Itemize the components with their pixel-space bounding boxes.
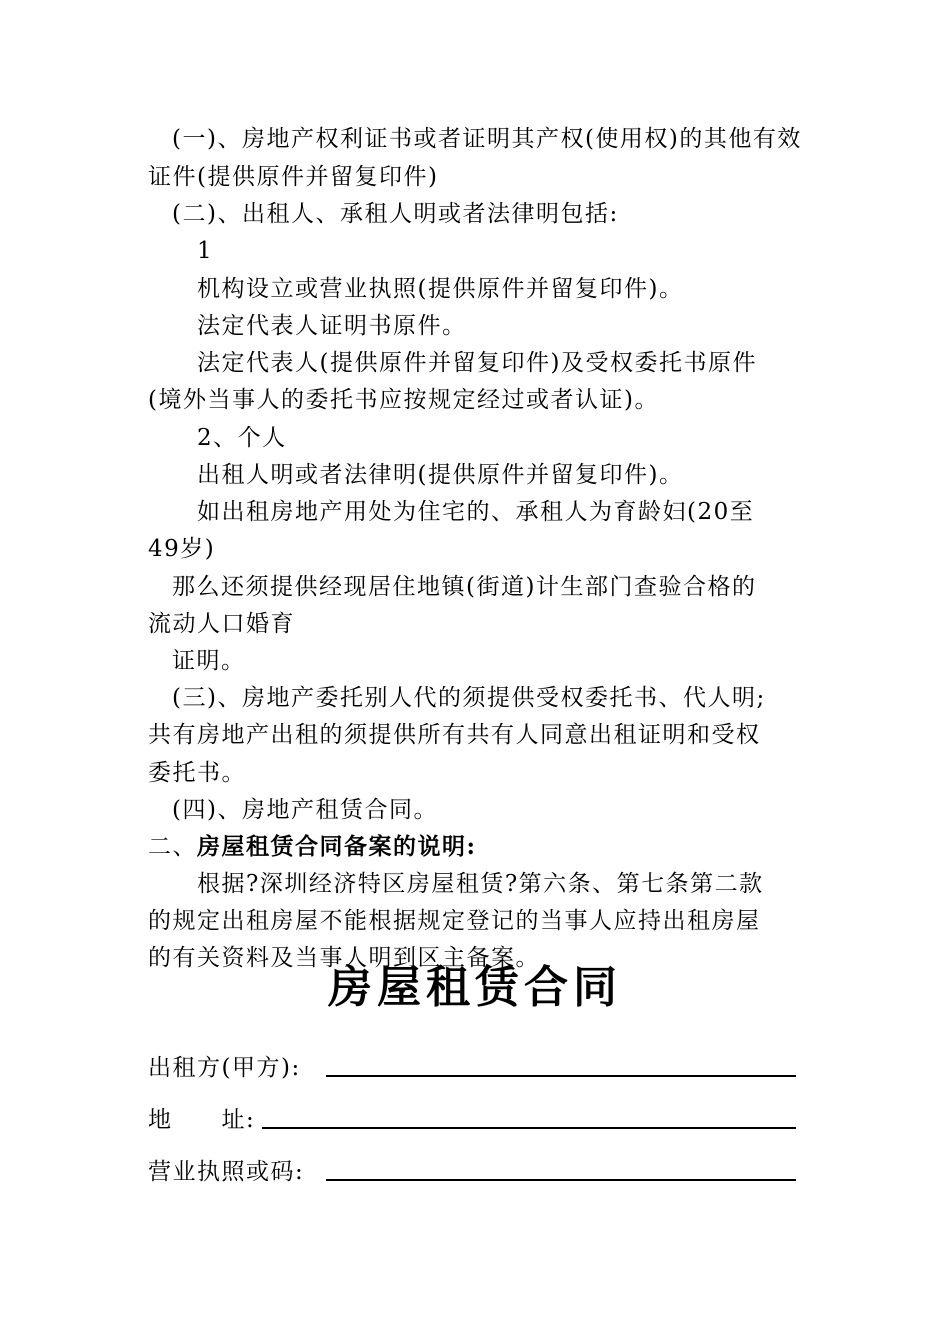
paragraph-line: 根据?深圳经济特区房屋租赁?第六条、第七条第二款 <box>197 871 764 897</box>
paragraph-line: 证明。 <box>172 648 246 674</box>
paragraph-line: 机构设立或营业执照(提供原件并留复印件)。 <box>197 276 684 302</box>
lessor-input-line[interactable] <box>326 1075 796 1077</box>
paragraph-line: 49岁) <box>148 536 216 562</box>
paragraph-line: 证件(提供原件并留复印件) <box>148 164 439 190</box>
section-title: 房屋租赁合同备案的说明: <box>197 833 477 860</box>
paragraph-line: (一)、房地产权利证书或者证明其产权(使用权)的其他有效 <box>172 126 802 152</box>
paragraph-line: 出租人明或者法律明(提供原件并留复印件)。 <box>197 462 684 488</box>
address-input-line[interactable] <box>262 1127 796 1129</box>
paragraph-line: 委托书。 <box>148 760 246 786</box>
license-label: 营业执照或码: <box>148 1159 305 1185</box>
paragraph-line: 如出租房地产用处为住宅的、承租人为育龄妇(20至 <box>197 499 755 525</box>
paragraph-line: (四)、房地产租赁合同。 <box>172 797 438 823</box>
paragraph-line: 法定代表人证明书原件。 <box>197 313 467 339</box>
section-heading <box>148 830 808 864</box>
contract-title: 房屋租赁合同 <box>328 962 622 1013</box>
paragraph-line: 那么还须提供经现居住地镇(街道)计生部门查验合格的 <box>172 574 757 600</box>
paragraph-line: (三)、房地产委托别人代的须提供受权委托书、代人明; <box>172 685 766 711</box>
lessor-label: 出租方(甲方): <box>148 1055 301 1081</box>
license-input-line[interactable] <box>326 1179 796 1181</box>
paragraph-line: 法定代表人(提供原件并留复印件)及受权委托书原件 <box>197 350 757 376</box>
paragraph-line: (境外当事人的委托书应按规定经过或者认证)。 <box>148 387 659 413</box>
paragraph-line: 1 <box>197 238 214 264</box>
paragraph-line: (二)、出租人、承租人明或者法律明包括: <box>172 201 619 227</box>
paragraph-line: 2、个人 <box>197 425 287 451</box>
paragraph-line: 流动人口婚育 <box>148 611 295 637</box>
section-number: 二、 <box>148 834 197 860</box>
paragraph-line: 共有房地产出租的须提供所有共有人同意出租证明和受权 <box>148 722 761 748</box>
paragraph-line: 的有关资料及当事人明到区主备案。 <box>148 945 540 971</box>
paragraph-line: 的规定出租房屋不能根据规定登记的当事人应持出租房屋 <box>148 908 761 934</box>
address-label: 地 址: <box>148 1107 256 1133</box>
